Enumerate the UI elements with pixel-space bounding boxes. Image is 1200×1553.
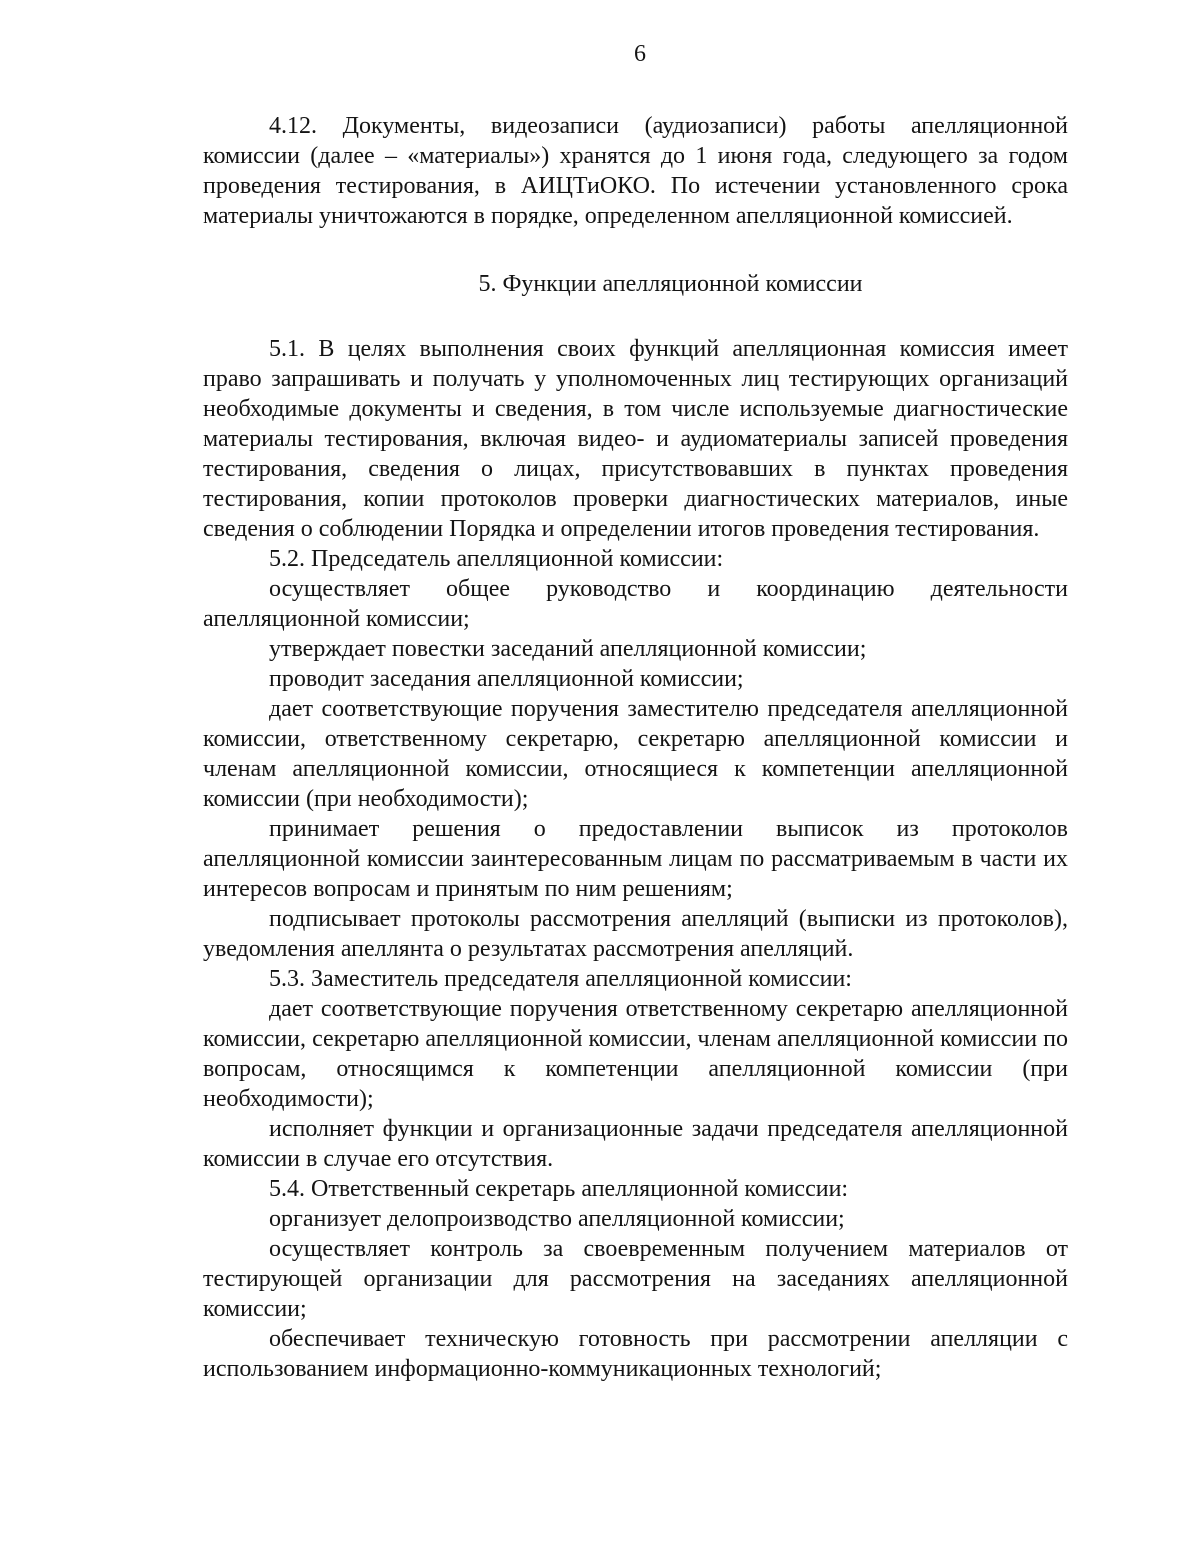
paragraph: проводит заседания апелляционной комиссии; [269,666,744,692]
paragraph: дает соответствующие поручения заместителю председателя апелляционной комиссии, ответственному секретарю, секретарю апелляционной комиссии и членам апелляционной комиссии, относящиеся к компетенции апелляционной комиссии (при необходимости); [203,696,1068,812]
paragraph-5-1: 5.1. В целях выполнения своих функций апелляционная комиссия имеет право запрашивать и получать у уполномоченных лиц тестирующих организаций необходимые документы и сведения, в том числе используемые диагностические материалы тестирования, включая видео- и аудиоматериалы записей проведения тестирования, сведения о лицах, присутствовавших в пунктах проведения тестирования, копии протоколов проверки диагностических материалов, иные сведения о соблюдении Порядка и определении итогов проведения тестирования. [203,336,1068,542]
paragraph: организует делопроизводство апелляционной комиссии; [269,1206,845,1232]
page-number: 6 [634,41,646,67]
paragraph: дает соответствующие поручения ответственному секретарю апелляционной комиссии, секретарю апелляционной комиссии, членам апелляционной комиссии по вопросам, относящимся к компетенции апелляционной комиссии (при необходимости); [203,996,1068,1112]
section-heading: 5. Функции апелляционной комиссии [478,271,863,297]
paragraph: принимает решения о предоставлении выписок из протоколов апелляционной комиссии заинтересованным лицам по рассматриваемым в части их интересов вопросам и принятым по ним решениям; [203,816,1068,902]
paragraph: осуществляет контроль за своевременным получением материалов от тестирующей организации для рассмотрения на заседаниях апелляционной комиссии; [203,1236,1068,1322]
document-body [203,111,1068,1384]
paragraph: осуществляет общее руководство и координацию деятельности апелляционной комиссии; [203,576,1068,632]
paragraph: обеспечивает техническую готовность при рассмотрении апелляции с использованием информационно-коммуникационных технологий; [203,1326,1068,1382]
paragraph: исполняет функции и организационные задачи председателя апелляционной комиссии в случае его отсутствия. [203,1116,1068,1172]
paragraph-5-3: 5.3. Заместитель председателя апелляционной комиссии: [269,966,852,992]
paragraph-5-2: 5.2. Председатель апелляционной комиссии: [269,546,724,572]
paragraph: утверждает повестки заседаний апелляционной комиссии; [269,636,867,662]
paragraph-4-12: 4.12. Документы, видеозаписи (аудиозаписи) работы апелляционной комиссии (далее – «материалы») хранятся до 1 июня года, следующего за годом проведения тестирования, в АИЦТиОКО. По истечении установленного срока материалы уничтожаются в порядке, определенном апелляционной комиссией. [203,113,1068,229]
paragraph-5-4: 5.4. Ответственный секретарь апелляционной комиссии: [269,1176,849,1202]
paragraph: подписывает протоколы рассмотрения апелляций (выписки из протоколов), уведомления апеллянта о результатах рассмотрения апелляций. [203,906,1068,962]
